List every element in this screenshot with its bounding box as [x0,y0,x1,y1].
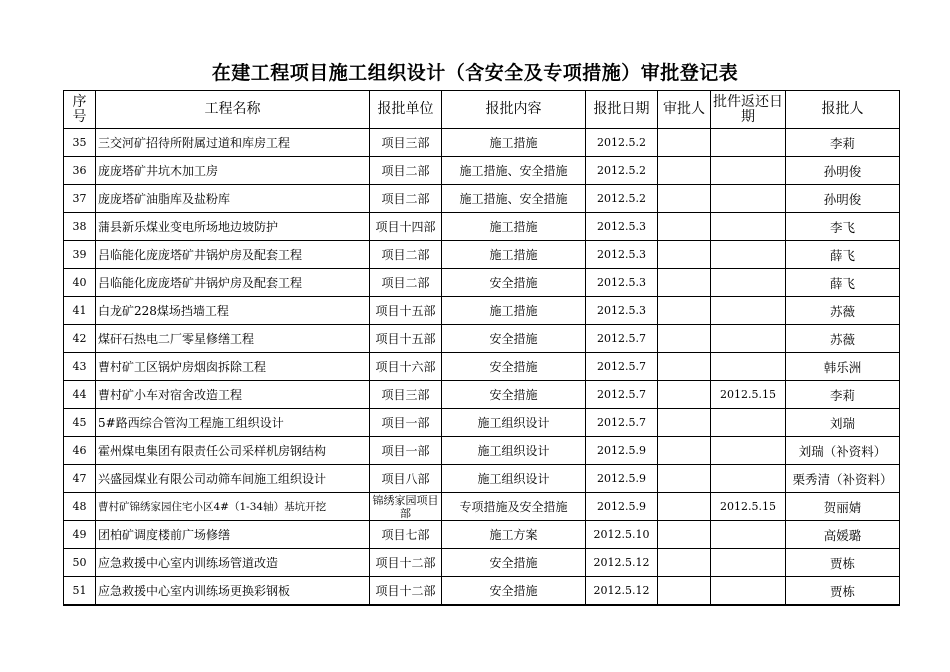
cell-project [96,465,370,493]
cell-seq-text: 45 [72,416,87,429]
cell-content [442,325,586,353]
cell-seq [64,465,96,493]
cell-content-text: 专项措施及安全措施 [459,500,568,514]
cell-seq-text: 47 [72,472,87,485]
cell-content-text: 施工组织设计 [477,416,550,430]
table-row [64,129,900,157]
cell-submitter [786,297,900,325]
cell-content [442,241,586,269]
cell-seq-text: 41 [72,304,87,317]
header-date: 报批日期 [586,91,658,129]
cell-submitter [786,521,900,549]
cell-approver [658,549,711,577]
cell-date-text: 2012.5.10 [593,528,650,541]
cell-submitter-text: 孙明俊 [823,163,862,179]
cell-approver [658,381,711,409]
cell-submitter-text: 贾栋 [829,555,855,571]
cell-project [96,185,370,213]
cell-content [442,269,586,297]
cell-unit-text: 项目十四部 [375,220,436,234]
cell-submitter-text: 孙明俊 [823,191,862,207]
cell-unit-text: 项目三部 [381,388,430,402]
cell-date [586,381,658,409]
cell-seq [64,353,96,381]
cell-submitter [786,157,900,185]
table-row [64,185,900,213]
cell-unit-text: 项目三部 [381,136,430,150]
cell-date-text: 2012.5.2 [597,192,646,205]
cell-date-text: 2012.5.12 [593,584,650,597]
cell-submitter [786,493,900,521]
cell-date-text: 2012.5.7 [597,360,646,373]
cell-content-text: 施工措施 [489,304,538,318]
cell-project-text: 曹村矿小车对宿舍改造工程 [98,388,243,402]
cell-unit [370,381,442,409]
cell-seq-text: 37 [72,192,87,205]
cell-date [586,577,658,606]
cell-return-date [711,241,786,269]
cell-project-text: 应急救援中心室内训练场更换彩钢板 [98,584,291,598]
cell-content-text: 施工措施、安全措施 [459,164,568,178]
cell-project [96,409,370,437]
cell-submitter-text: 刘瑞 [829,415,855,431]
cell-approver [658,409,711,437]
cell-submitter-text: 韩乐洲 [823,359,862,375]
cell-seq-text: 39 [72,248,87,261]
cell-content-text: 安全措施 [489,556,538,570]
cell-date-text: 2012.5.9 [597,472,646,485]
cell-content [442,381,586,409]
cell-seq-text: 43 [72,360,87,373]
cell-submitter-text: 李莉 [829,135,855,151]
table-row [64,297,900,325]
header-submitter: 报批人 [786,91,900,129]
table-row [64,409,900,437]
cell-date [586,185,658,213]
cell-approver [658,493,711,521]
cell-return-date [711,157,786,185]
cell-unit [370,409,442,437]
cell-seq-text: 51 [72,584,87,597]
cell-submitter-text: 李飞 [829,219,855,235]
page-title: 在建工程项目施工组织设计（含安全及专项措施）审批登记表 [211,62,739,84]
cell-seq [64,521,96,549]
cell-content-text: 施工方案 [489,528,538,542]
cell-content [442,577,586,606]
cell-seq [64,493,96,521]
cell-project [96,325,370,353]
cell-seq-text: 38 [72,220,87,233]
cell-approver [658,325,711,353]
cell-unit [370,241,442,269]
table-body [64,129,900,606]
cell-approver [658,353,711,381]
cell-seq-text: 44 [72,388,87,401]
cell-project [96,381,370,409]
cell-project [96,577,370,606]
cell-approver [658,269,711,297]
cell-seq-text: 36 [72,164,87,177]
cell-submitter-text: 贾栋 [829,583,855,599]
cell-submitter [786,185,900,213]
cell-unit-text: 项目二部 [381,164,430,178]
table-row [64,493,900,521]
cell-approver [658,129,711,157]
cell-unit-text: 项目一部 [381,444,430,458]
cell-project-text: 庞庞塔矿油脂库及盐粉库 [98,192,231,206]
cell-return-date [711,269,786,297]
cell-content [442,521,586,549]
cell-return-date [711,297,786,325]
cell-unit-text: 项目十五部 [375,304,436,318]
cell-date [586,129,658,157]
cell-unit-text: 项目二部 [381,192,430,206]
cell-return-date [711,437,786,465]
cell-date [586,437,658,465]
cell-content-text: 安全措施 [489,360,538,374]
header-seq-label: 序号 [72,93,87,125]
cell-approver [658,437,711,465]
table-row [64,353,900,381]
cell-seq-text: 42 [72,332,87,345]
cell-date-text: 2012.5.9 [597,500,646,513]
table-row [64,465,900,493]
cell-date-text: 2012.5.2 [597,164,646,177]
header-row [64,91,900,129]
cell-content [442,493,586,521]
cell-content [442,129,586,157]
cell-submitter [786,241,900,269]
cell-project [96,157,370,185]
table-row [64,381,900,409]
cell-date [586,549,658,577]
cell-project [96,269,370,297]
cell-return-date [711,213,786,241]
cell-unit [370,353,442,381]
cell-return-date [711,465,786,493]
cell-seq [64,549,96,577]
cell-date-text: 2012.5.7 [597,388,646,401]
cell-submitter [786,465,900,493]
cell-return-date-text: 2012.5.15 [720,500,776,513]
cell-submitter-text: 苏薇 [829,303,855,319]
cell-unit [370,297,442,325]
cell-submitter [786,269,900,297]
cell-date-text: 2012.5.7 [597,332,646,345]
cell-unit [370,465,442,493]
cell-project-text: 应急救援中心室内训练场管道改造 [98,556,279,570]
cell-unit-text: 项目一部 [381,416,430,430]
cell-submitter [786,353,900,381]
cell-approver [658,297,711,325]
table-row [64,157,900,185]
cell-unit [370,549,442,577]
table-row [64,325,900,353]
cell-approver [658,241,711,269]
cell-unit-text: 项目二部 [381,276,430,290]
cell-seq [64,325,96,353]
header-project: 工程名称 [96,91,370,129]
cell-date [586,521,658,549]
cell-seq-text: 48 [72,500,87,513]
cell-project-text: 白龙矿228煤场挡墙工程 [98,304,229,318]
cell-project-text: 吕临能化庞庞塔矿井锅炉房及配套工程 [98,248,303,262]
cell-return-date-text: 2012.5.15 [720,388,776,401]
cell-unit-text: 项目十五部 [375,332,436,346]
cell-return-date [711,129,786,157]
cell-seq-text: 50 [72,556,87,569]
cell-date [586,241,658,269]
cell-seq [64,577,96,606]
cell-project [96,437,370,465]
cell-content-text: 施工措施、安全措施 [459,192,568,206]
cell-date [586,157,658,185]
cell-content [442,353,586,381]
cell-submitter-text: 苏薇 [829,331,855,347]
cell-return-date [711,325,786,353]
cell-unit [370,437,442,465]
cell-seq [64,213,96,241]
cell-approver [658,213,711,241]
cell-unit-text: 项目十六部 [375,360,436,374]
cell-date [586,465,658,493]
cell-content-text: 安全措施 [489,276,538,290]
cell-seq [64,297,96,325]
table-row [64,437,900,465]
table-row [64,241,900,269]
cell-unit-text: 锦绣家园项目部 [372,493,439,520]
cell-date [586,409,658,437]
cell-project-text: 曹村矿锦绣家园住宅小区4#（1-34轴）基坑开挖 [98,501,327,513]
cell-submitter [786,325,900,353]
cell-unit-text: 项目八部 [381,472,430,486]
header-unit: 报批单位 [370,91,442,129]
cell-content [442,437,586,465]
header-return-date-label: 批件返还日期 [713,93,783,125]
cell-project [96,493,370,521]
cell-unit [370,269,442,297]
cell-content [442,213,586,241]
cell-seq-text: 35 [72,136,87,149]
cell-content [442,185,586,213]
cell-approver [658,185,711,213]
cell-submitter [786,577,900,606]
cell-unit [370,213,442,241]
header-return-date [711,91,786,129]
cell-approver [658,157,711,185]
cell-unit [370,129,442,157]
cell-date-text: 2012.5.9 [597,444,646,457]
cell-return-date [711,185,786,213]
cell-unit [370,325,442,353]
cell-project-text: 曹村矿工区锅炉房烟囱拆除工程 [98,360,267,374]
cell-date-text: 2012.5.3 [597,248,646,261]
cell-project-text: 蒲县新乐煤业变电所场地边坡防护 [98,220,279,234]
header-content: 报批内容 [442,91,586,129]
cell-content-text: 施工组织设计 [477,472,550,486]
cell-return-date [711,353,786,381]
cell-submitter [786,213,900,241]
cell-project [96,213,370,241]
cell-content [442,465,586,493]
cell-content-text: 安全措施 [489,388,538,402]
cell-seq [64,241,96,269]
cell-unit-text: 项目十二部 [375,584,436,598]
cell-project-text: 三交河矿招待所附属过道和库房工程 [98,136,291,150]
table-row [64,269,900,297]
cell-seq [64,269,96,297]
cell-project [96,241,370,269]
cell-project-text: 煤矸石热电二厂零星修缮工程 [98,332,255,346]
cell-submitter [786,129,900,157]
cell-project-text: 5#路西综合管沟工程施工组织设计 [98,416,284,430]
cell-date [586,213,658,241]
cell-project-text: 吕临能化庞庞塔矿井锅炉房及配套工程 [98,276,303,290]
cell-submitter-text: 高媛璐 [823,527,862,543]
cell-seq [64,157,96,185]
cell-content [442,409,586,437]
cell-date-text: 2012.5.2 [597,136,646,149]
cell-unit-text: 项目十二部 [375,556,436,570]
cell-return-date [711,577,786,606]
cell-unit [370,521,442,549]
cell-content [442,549,586,577]
cell-return-date [711,521,786,549]
cell-content-text: 安全措施 [489,584,538,598]
cell-content-text: 施工措施 [489,136,538,150]
cell-date [586,325,658,353]
cell-unit-text: 项目二部 [381,248,430,262]
cell-return-date [711,381,786,409]
cell-date-text: 2012.5.3 [597,276,646,289]
cell-unit [370,577,442,606]
cell-submitter-text: 刘瑞（补资料） [798,443,887,459]
cell-date [586,269,658,297]
cell-seq [64,409,96,437]
cell-seq [64,381,96,409]
cell-date [586,297,658,325]
cell-seq [64,129,96,157]
cell-unit [370,185,442,213]
cell-seq [64,437,96,465]
table-row [64,213,900,241]
cell-date [586,353,658,381]
cell-date-text: 2012.5.3 [597,304,646,317]
cell-date [586,493,658,521]
cell-submitter [786,437,900,465]
cell-return-date [711,409,786,437]
cell-content [442,157,586,185]
cell-seq-text: 49 [72,528,87,541]
cell-seq [64,185,96,213]
cell-approver [658,577,711,606]
cell-content-text: 施工措施 [489,220,538,234]
cell-content-text: 施工组织设计 [477,444,550,458]
cell-submitter-text: 薛飞 [829,247,855,263]
table-row [64,549,900,577]
cell-date-text: 2012.5.7 [597,416,646,429]
cell-submitter [786,381,900,409]
cell-approver [658,465,711,493]
cell-project-text: 庞庞塔矿井坑木加工房 [98,164,219,178]
registration-table [63,90,900,606]
cell-project [96,353,370,381]
cell-submitter-text: 李莉 [829,387,855,403]
cell-content-text: 安全措施 [489,332,538,346]
cell-approver [658,521,711,549]
cell-content [442,297,586,325]
cell-submitter-text: 栗秀清（补资料） [792,471,893,487]
header-approver: 审批人 [658,91,711,129]
cell-submitter [786,549,900,577]
cell-project-text: 霍州煤电集团有限责任公司采样机房钢结构 [98,444,327,458]
cell-project-text: 兴盛园煤业有限公司动筛车间施工组织设计 [98,472,327,486]
cell-return-date [711,549,786,577]
cell-content-text: 施工措施 [489,248,538,262]
cell-project [96,297,370,325]
cell-submitter [786,409,900,437]
cell-project [96,129,370,157]
cell-submitter-text: 薛飞 [829,275,855,291]
cell-seq-text: 46 [72,444,87,457]
cell-seq-text: 40 [72,276,87,289]
cell-project-text: 团柏矿调度楼前广场修缮 [98,528,231,542]
cell-date-text: 2012.5.3 [597,220,646,233]
cell-unit [370,493,442,521]
cell-date-text: 2012.5.12 [593,556,650,569]
header-seq [64,91,96,129]
cell-unit-text: 项目七部 [381,528,430,542]
cell-project [96,549,370,577]
cell-project [96,521,370,549]
table-row [64,521,900,549]
cell-return-date [711,493,786,521]
cell-unit [370,157,442,185]
table-row [64,577,900,606]
cell-submitter-text: 贺丽婧 [823,499,862,515]
